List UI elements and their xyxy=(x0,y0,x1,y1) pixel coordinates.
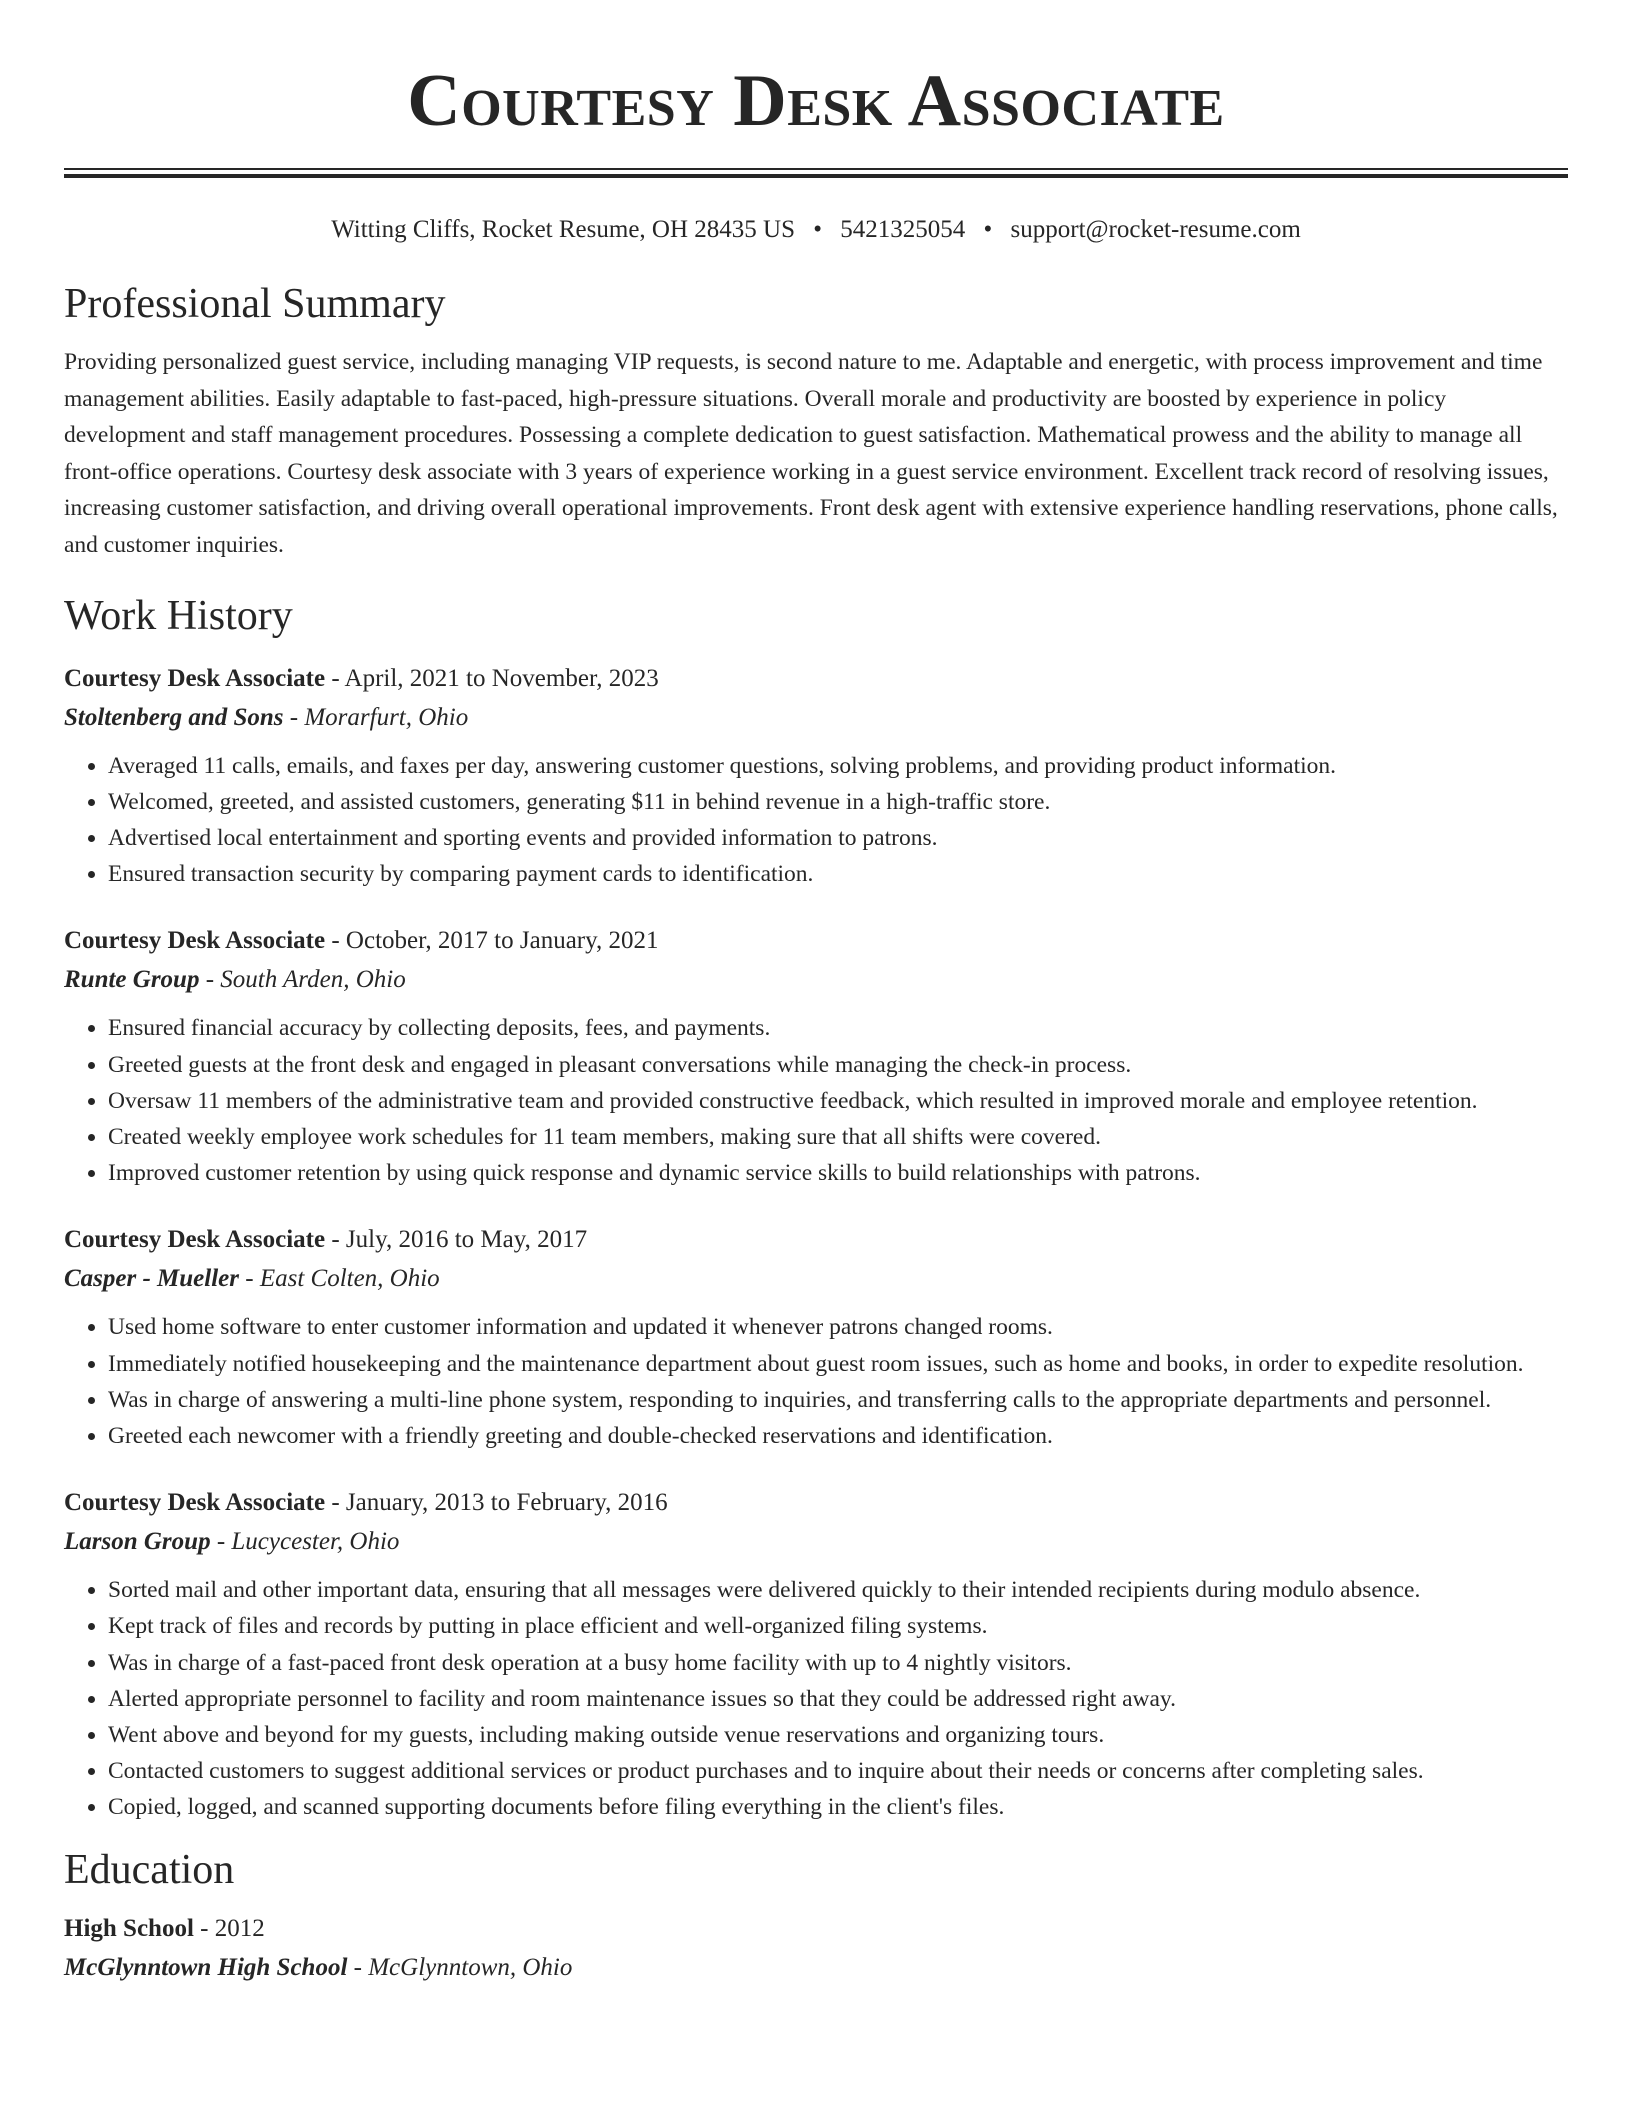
list-item: • Averaged 11 calls, emails, and faxes per day, answering customer questions, solving problems, and providing product information. xyxy=(108,748,1568,784)
job-employer: Runte Group xyxy=(64,966,200,994)
job-employer-line xyxy=(64,698,1568,738)
contact-email: support@rocket-resume.com xyxy=(1010,216,1301,243)
contact-separator: • xyxy=(813,216,822,243)
job-header xyxy=(64,922,1568,960)
list-item: • Ensured financial accuracy by collecting deposits, fees, and payments. xyxy=(108,1010,1568,1046)
education-school: McGlynntown High School xyxy=(64,1953,348,1981)
job-header xyxy=(64,660,1568,698)
list-item: • Welcomed, greeted, and assisted customers, generating $11 in behind revenue in a high-traffic store. xyxy=(108,784,1568,820)
list-item: • Used home software to enter customer information and updated it whenever patrons changed rooms. xyxy=(108,1309,1568,1345)
education-degree: High School xyxy=(64,1914,194,1942)
list-item: • Greeted each newcomer with a friendly greeting and double-checked reservations and identification. xyxy=(108,1418,1568,1454)
job-employer-line xyxy=(64,1522,1568,1562)
education-location: - McGlynntown, Ohio xyxy=(347,1953,573,1981)
summary-text: Providing personalized guest service, including managing VIP requests, is second nature to me. Adaptable and energetic, with process improvement and time management abilities. Easily adaptable to fast-paced, high-pressure situations. Overall morale and productivity are boosted by experience in policy development and staff management procedures. Possessing a complete dedication to guest satisfaction. Mathematical prowess and the ability to manage all front-office operations. Courtesy desk associate with 3 years of experience working in a guest service environment. Excellent track record of resolving issues, increasing customer satisfaction, and driving overall operational improvements. Front desk agent with extensive experience handling reservations, phone calls, and customer inquiries. xyxy=(64,349,1558,558)
job-bullets xyxy=(64,1309,1568,1454)
list-item: • Copied, logged, and scanned supporting documents before filing everything in the client's files. xyxy=(108,1789,1568,1825)
contact-line xyxy=(64,214,1568,246)
education-entry xyxy=(64,1910,1568,1988)
job-location: - South Arden, Ohio xyxy=(199,966,406,994)
job-header xyxy=(64,1484,1568,1522)
contact-separator: • xyxy=(983,216,993,243)
job-entry xyxy=(64,660,1568,893)
job-bullets xyxy=(64,1010,1568,1191)
contact-phone: 5421325054 xyxy=(840,216,966,243)
job-role: Courtesy Desk Associate xyxy=(64,1489,326,1517)
education-header xyxy=(64,1910,1568,1948)
list-item: • Was in charge of a fast-paced front desk operation at a busy home facility with up to 4 nightly visitors. xyxy=(108,1645,1568,1681)
education-heading: Education xyxy=(64,1846,235,1893)
list-item: • Alerted appropriate personnel to facility and room maintenance issues so that they could be addressed right away. xyxy=(108,1681,1568,1717)
education-year: - 2012 xyxy=(193,1914,265,1942)
job-role: Courtesy Desk Associate xyxy=(64,1226,326,1254)
list-item: • Went above and beyond for my guests, including making outside venue reservations and organizing tours. xyxy=(108,1717,1568,1753)
header-divider xyxy=(64,168,1568,178)
list-item: • Advertised local entertainment and sporting events and provided information to patrons. xyxy=(108,820,1568,856)
job-employer: Stoltenberg and Sons xyxy=(64,703,284,731)
education-school-line xyxy=(64,1948,1568,1988)
list-item: • Kept track of files and records by putting in place efficient and well-organized filing systems. xyxy=(108,1608,1568,1644)
list-item: • Created weekly employee work schedules for 11 team members, making sure that all shifts were covered. xyxy=(108,1119,1568,1155)
job-employer-line xyxy=(64,1259,1568,1299)
work-history-heading: Work History xyxy=(64,592,293,639)
job-bullets xyxy=(64,748,1568,893)
summary-heading: Professional Summary xyxy=(64,281,446,327)
job-dates: - April, 2021 to November, 2023 xyxy=(325,664,659,692)
job-header xyxy=(64,1221,1568,1259)
job-employer-line xyxy=(64,960,1568,1000)
job-role: Courtesy Desk Associate xyxy=(64,664,326,692)
job-entry xyxy=(64,1484,1568,1825)
job-role: Courtesy Desk Associate xyxy=(64,927,326,955)
job-location: - East Colten, Ohio xyxy=(239,1265,440,1293)
list-item: • Greeted guests at the front desk and engaged in pleasant conversations while managing the check-in process. xyxy=(108,1047,1568,1083)
list-item: • Contacted customers to suggest additional services or product purchases and to inquire about their needs or concerns after completing sales. xyxy=(108,1753,1568,1789)
list-item: • Improved customer retention by using quick response and dynamic service skills to build relationships with patrons. xyxy=(108,1155,1568,1191)
job-entry xyxy=(64,922,1568,1191)
job-entry xyxy=(64,1221,1568,1454)
contact-address: Witting Cliffs, Rocket Resume, OH 28435 US xyxy=(331,216,795,243)
job-dates: - January, 2013 to February, 2016 xyxy=(325,1489,668,1517)
job-dates: - July, 2016 to May, 2017 xyxy=(325,1226,588,1254)
list-item: • Oversaw 11 members of the administrative team and provided constructive feedback, which resulted in improved morale and employee retention. xyxy=(108,1083,1568,1119)
job-location: - Lucycester, Ohio xyxy=(210,1528,400,1556)
resume-name: Courtesy Desk Associate xyxy=(407,60,1225,142)
job-employer: Casper - Mueller xyxy=(64,1265,239,1293)
list-item: • Was in charge of answering a multi-line phone system, responding to inquiries, and transferring calls to the appropriate departments and personnel. xyxy=(108,1382,1568,1418)
job-location: - Morarfurt, Ohio xyxy=(283,703,469,731)
resume-page xyxy=(64,0,1568,1988)
job-dates: - October, 2017 to January, 2021 xyxy=(325,927,659,955)
job-bullets xyxy=(64,1572,1568,1825)
list-item: • Ensured transaction security by comparing payment cards to identification. xyxy=(108,856,1568,892)
list-item: • Immediately notified housekeeping and the maintenance department about guest room issues, such as home and books, in order to expedite resolution. xyxy=(108,1346,1568,1382)
job-employer: Larson Group xyxy=(64,1528,211,1556)
list-item: • Sorted mail and other important data, ensuring that all messages were delivered quickly to their intended recipients during modulo absence. xyxy=(108,1572,1568,1608)
